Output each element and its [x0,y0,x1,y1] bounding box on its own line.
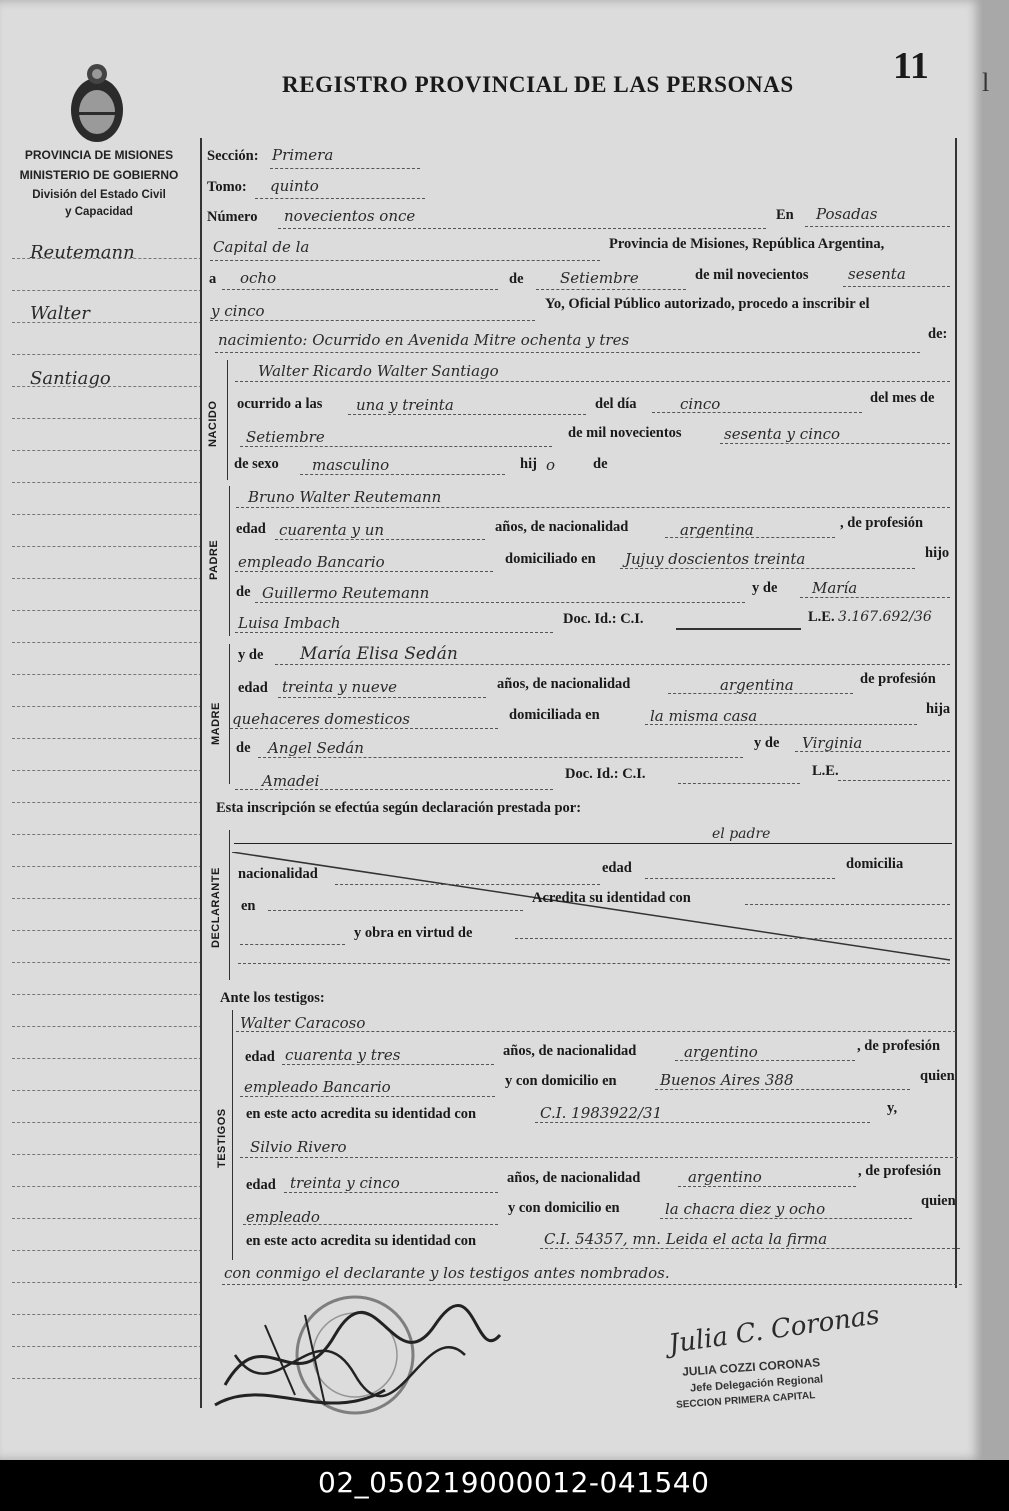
rule [258,757,743,758]
official-statement: Yo, Oficial Público autorizado, procedo a inscribir el [545,296,870,312]
page-title: REGISTRO PROVINCIAL DE LAS PERSONAS [282,72,794,97]
margin-second-name: Santiago [30,368,111,389]
nacido-mes: Setiembre [246,428,325,446]
acredita-label: en este acto acredita su identidad con [246,1233,477,1249]
padre-tag: PADRE [208,539,220,580]
margin-rule [12,450,202,451]
margin-rule [12,1026,202,1027]
testigo1-profesion: empleado Bancario [244,1078,391,1096]
testigo1-domicilio: Buenos Aires 388 [660,1071,794,1089]
stamp-section: SECCION PRIMERA CAPITAL [675,1390,816,1411]
margin-rule [12,738,202,739]
domicilia-label: domicilia [846,856,904,872]
del-dia-label: del día [595,396,637,412]
y-de-label: y de [238,647,264,663]
padre-mother-continued: Luisa Imbach [238,614,341,632]
rule [240,944,345,945]
madre-tag: MADRE [210,702,222,745]
acredita-label: Acredita su identidad con [532,890,691,906]
rule [284,1192,498,1193]
seccion-label: Sección: [207,148,259,164]
rule [222,1284,962,1285]
margin-rule [12,1186,202,1187]
profesion-label: de profesión [860,671,936,687]
rule [238,963,950,964]
rule [678,783,800,784]
mil-label: de mil novecientos [568,425,682,441]
rule [795,751,950,752]
hijo-label: hijo [925,545,950,561]
nacido-tag: NACIDO [207,400,219,447]
margin-rule [12,386,202,387]
folio-number: 11 [893,45,929,87]
rule [720,443,950,444]
rule [270,168,420,169]
testigo1-edad: cuarenta y tres [285,1046,401,1064]
anios-label: años, de nacionalidad [495,519,629,535]
stamp-role: Jefe Delegación Regional [689,1373,824,1395]
hij-label: hij [520,456,537,472]
padre-father: Guillermo Reutemann [262,584,430,602]
form-left-border [200,138,202,1408]
margin-rule [12,834,202,835]
margin-rule [12,578,202,579]
y-de-label: y de [752,580,778,596]
testigo1-name: Walter Caracoso [240,1014,366,1032]
rule [243,1224,498,1225]
ocurrido-label: ocurrido a las [237,396,323,412]
authority-division: División del Estado Civil [32,189,166,201]
margin-surname: Reutemann [30,242,135,263]
le-label: L.E. [808,609,835,625]
rule [235,571,493,572]
rule [278,697,486,698]
rule [535,1122,870,1123]
margin-rule [12,1218,202,1219]
madre-mother-continued: Amadei [262,772,320,790]
next-page-edge [982,0,1009,1460]
rule [236,507,950,508]
quien-label: quien [920,1068,955,1084]
rule [210,260,600,261]
tomo-value: quinto [270,177,319,195]
margin-rule [12,1058,202,1059]
hija-label: hija [926,701,951,717]
margin-rule [12,258,202,259]
profesion-label: , de profesión [857,1038,941,1054]
testigo2-profesion: empleado [246,1208,320,1226]
provincia-label: Provincia de Misiones, República Argentina, [609,236,885,252]
margin-rule [12,1314,202,1315]
margin-rule [12,1346,202,1347]
stamp-name: JULIA COZZI CORONAS [681,1355,821,1379]
rule [660,1218,912,1219]
madre-edad: treinta y nueve [282,678,398,696]
rule [540,1248,960,1249]
padre-mother: María [812,579,858,597]
rule [800,597,950,598]
madre-profesion: quehaceres domesticos [232,710,410,728]
margin-rule [12,770,202,771]
rule [676,628,801,630]
rule [678,1186,856,1187]
testigos-tag: TESTIGOS [216,1108,228,1168]
rule [675,1060,855,1061]
anios-label: años, de nacionalidad [503,1043,637,1059]
rule [843,286,950,287]
rule [268,910,523,911]
margin-rule [12,706,202,707]
nacionalidad-label: nacionalidad [238,866,318,882]
en-label: En [776,207,794,223]
authority-capacity: y Capacidad [65,206,133,218]
margin-rule [12,418,202,419]
testigo1-nacionalidad: argentino [684,1043,758,1061]
margin-rule [12,354,202,355]
nacido-dia: cinco [680,395,721,413]
rule [235,789,553,790]
virtud-label: y obra en virtud de [354,925,473,941]
rule [255,198,425,199]
rule [652,412,862,413]
edad-label: edad [236,521,266,537]
margin-rule [12,802,202,803]
rule [745,904,950,905]
rule [255,602,745,603]
testigo1-doc: C.I. 1983922/31 [540,1104,663,1122]
rule [668,693,853,694]
padre-name: Bruno Walter Reutemann [248,488,442,506]
rule [655,1089,910,1090]
dia-value: ocho [240,269,277,287]
madre-nacionalidad: argentina [720,676,794,694]
testigo2-nacionalidad: argentino [688,1168,762,1186]
margin-rule [12,1122,202,1123]
margin-rule [12,898,202,899]
rule [536,289,686,290]
mes-value: Setiembre [560,269,639,287]
madre-mother: Virginia [802,734,863,752]
profesion-label: , de profesión [840,515,924,531]
sexo-label: de sexo [234,456,279,472]
officer-signature: Julia C. Coronas [666,1300,882,1360]
rule [335,884,600,885]
declarante-quien: el padre [712,826,771,842]
numero-label: Número [207,209,258,225]
nacido-hora: una y treinta [356,396,454,414]
rule [645,878,835,879]
edad-label: edad [246,1177,276,1193]
testigo2-name: Silvio Rivero [250,1138,347,1156]
y-label: y, [887,1100,898,1116]
rule [275,664,950,665]
margin-rule [12,930,202,931]
testigo2-edad: treinta y cinco [290,1174,400,1192]
margin-rule [12,1250,202,1251]
anio-label: de mil novecientos [695,267,809,283]
rule [620,568,915,569]
y-de-label: y de [754,735,780,751]
padre-divider [229,486,230,636]
margin-mark: l [982,68,990,97]
rule [240,446,552,447]
margin-rule [12,1378,202,1379]
margin-rule [12,1154,202,1155]
act-description: nacimiento: Ocurrido en Avenida Mitre ochenta y tres [218,331,630,349]
rule [240,1096,495,1097]
capital-value: Capital de la [213,238,310,256]
nacido-sexo: masculino [312,456,390,474]
declarante-divider [229,830,230,980]
scan-id: 02_050219000012-041540 [318,1466,710,1499]
margin-rule [12,1282,202,1283]
edad-label: edad [245,1049,275,1065]
form-right-border [955,138,957,1288]
signature-scribbles-icon [205,1295,505,1425]
domicilio-label: domiciliado en [505,551,596,567]
de-colon-label: de: [928,326,948,342]
authority-province: PROVINCIA DE MISIONES [24,148,174,162]
rule [234,843,952,844]
edad-label: edad [602,860,632,876]
tomo-label: Tomo: [207,179,247,195]
margin-rule [12,962,202,963]
anios-label: años, de nacionalidad [507,1170,641,1186]
rule [645,724,917,725]
rule [210,320,535,321]
cancel-strike-line [232,852,952,962]
margin-rule [12,546,202,547]
seccion-value: Primera [272,146,334,164]
doc-label: Doc. Id.: C.I. [563,611,644,627]
rule [222,289,498,290]
domicilio-label: y con domicilio en [508,1200,620,1216]
en-value: Posadas [816,205,878,223]
a-label: a [209,271,217,287]
nacido-name: Walter Ricardo Walter Santiago [258,362,499,380]
de-label: de [509,271,524,287]
margin-rule [12,674,202,675]
de-label: de [236,740,251,756]
rule [805,226,950,227]
nacido-divider [227,360,228,480]
margin-rule [12,322,202,323]
margin-rule [12,514,202,515]
margin-rule [12,290,202,291]
padre-profesion: empleado Bancario [238,553,385,571]
margin-rule [12,994,202,995]
padre-le: 3.167.692/36 [838,609,932,625]
rule [236,1031,956,1032]
rule [275,539,485,540]
rule [235,632,553,633]
padre-edad: cuarenta y un [279,521,385,539]
le-label: L.E. [812,763,839,779]
padre-domicilio: Jujuy doscientos treinta [625,550,806,568]
domicilio-label: domiciliada en [509,707,600,723]
nacido-anio: sesenta y cinco [724,425,841,443]
testigos-intro: Ante los testigos: [220,990,325,1006]
rule [300,474,505,475]
anios-label: años, de nacionalidad [497,676,631,692]
rule [282,1064,494,1065]
domicilio-label: y con domicilio en [505,1073,617,1089]
anio-value: sesenta [848,265,906,283]
margin-rule [12,642,202,643]
madre-name: María Elisa Sedán [300,644,458,664]
margin-rule [12,482,202,483]
testigos-divider [232,1010,233,1260]
margin-first-name: Walter [30,303,90,324]
margin-rule [12,866,202,867]
de-label: de [593,456,608,472]
hij-value: o [546,456,556,474]
rule [665,537,835,538]
anio-continued: y cinco [211,302,265,320]
testigo2-domicilio: la chacra diez y ocho [665,1200,826,1218]
closing-statement: con conmigo el declarante y los testigos antes nombrados. [224,1264,670,1282]
edad-label: edad [238,680,268,696]
doc-label: Doc. Id.: C.I. [565,766,646,782]
rule [230,728,498,729]
de-label: de [236,584,251,600]
del-mes-label: del mes de [870,390,935,406]
declarante-tag: DECLARANTE [210,867,222,948]
acredita-label: en este acto acredita su identidad con [246,1106,477,1122]
rule [838,780,950,781]
en-label: en [241,898,256,914]
margin-rule [12,610,202,611]
declarante-intro: Esta inscripción se efectúa según declaración prestada por: [216,800,582,816]
coat-of-arms-icon [66,62,128,146]
madre-father: Angel Sedán [268,739,364,757]
rule [278,228,766,229]
padre-nacionalidad: argentina [680,521,754,539]
testigo2-doc: C.I. 54357, mn. Leida el acta la firma [544,1230,828,1248]
rule [215,352,920,353]
rule [348,414,586,415]
authority-ministry: MINISTERIO DE GOBIERNO [19,168,179,182]
numero-value: novecientos once [284,207,416,225]
rule [240,1157,958,1158]
madre-divider [229,644,230,784]
madre-domicilio: la misma casa [650,707,758,725]
margin-rule [12,1090,202,1091]
quien-label: quien [921,1193,956,1209]
rule [235,381,950,382]
profesion-label: , de profesión [858,1163,942,1179]
rule [515,938,952,939]
